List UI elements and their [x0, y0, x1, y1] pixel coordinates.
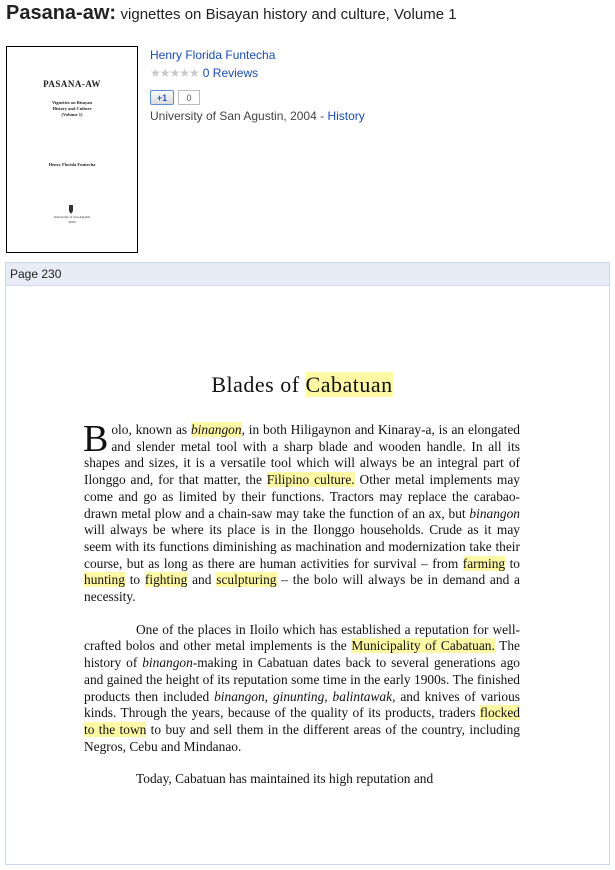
cover-publisher-name: University of San Agustin: [53, 215, 91, 219]
cover-subtitle-line: (Volume 1): [61, 112, 83, 117]
text-run: The history of: [84, 638, 520, 671]
text-run: olo, known as: [111, 422, 191, 437]
plusone-count: 0: [178, 90, 200, 105]
text-run: to: [505, 555, 520, 571]
publisher-separator: -: [316, 109, 328, 123]
text-run: will always be where its place is in the Ilonggo households. Crude as it may seem with its functions diminishing as machination and modernization take their course, but as long as there are human activities for survival – from: [84, 522, 520, 571]
search-highlight: Filipino culture.: [266, 472, 355, 488]
text-run: – the bolo will always be in demand and a necessity.: [84, 572, 520, 605]
search-highlight: flocked to the town: [84, 705, 520, 737]
paragraph: [84, 622, 520, 756]
cover-title: PASANA-AW: [43, 79, 101, 89]
chapter-title-text: Blades of: [211, 372, 306, 397]
cover-subtitle-line: History and Culture: [52, 106, 92, 111]
cover-subtitle: [7, 100, 137, 118]
publisher-text: University of San Agustin, 2004: [150, 109, 317, 123]
publisher-line: [150, 109, 365, 123]
cover-author: Henry Florida Funtecha: [48, 162, 96, 167]
search-highlight: hunting: [84, 572, 125, 588]
chapter-title: [84, 372, 520, 397]
drop-cap: B: [83, 418, 109, 460]
search-highlight: Cabatuan: [305, 372, 393, 397]
text-run: and knives of various kinds. Through the years, because of the quality of its products, traders: [84, 688, 521, 721]
italic-run: binangon: [142, 655, 193, 671]
reviews-link[interactable]: 0 Reviews: [202, 66, 259, 80]
page-number: Page 230: [10, 267, 62, 281]
paragraph: [83, 418, 520, 606]
book-subtitle: vignettes on Bisayan history and culture, Volume 1: [120, 6, 457, 23]
page-viewer[interactable]: [5, 262, 610, 865]
star-rating-icon: ★★★★★: [150, 66, 199, 80]
text-run: Today, Cabatuan has maintained its high reputation and: [136, 771, 434, 787]
plusone-widget: [150, 90, 200, 105]
text-run: to: [124, 572, 145, 588]
text-run: , in both Hiligaynon and Kinaray-a, is an elongated and slender metal tool with a sharp blade and wooden handle. In all its shapes and sizes, it is a versatile tool which will always be an integral part of Ilonggo and, for that matter, the: [84, 422, 520, 488]
search-highlight: Municipality of Cabatuan.: [351, 638, 495, 654]
cover-subtitle-line: Vignettes on Bisayan: [51, 100, 93, 105]
search-highlight: fighting: [144, 572, 188, 588]
page-number-bar: [6, 263, 609, 286]
text-run: Other metal implements may come and go as limited by their functions. Tractors may replace the carabao-drawn metal plow and a chain-saw may take the function of an ax, but: [84, 472, 520, 521]
author-link[interactable]: Henry Florida Funtecha: [150, 48, 276, 62]
text-run: One of the places in Iloilo which has established a reputation for well-crafted bolos and other metal implements is the: [84, 621, 520, 654]
category-link[interactable]: History: [327, 109, 365, 123]
text-run: and: [187, 572, 217, 588]
book-cover[interactable]: [6, 46, 138, 253]
text-run: to buy and sell them in the different areas of the country, including Negros, Cebu and Mindanao.: [84, 721, 520, 754]
cover-publisher: [7, 215, 137, 225]
search-highlight: sculpturing: [216, 572, 277, 588]
publisher-seal-icon: [68, 205, 74, 214]
italic-run: binangon: [469, 505, 520, 521]
plusone-button[interactable]: +1: [150, 90, 174, 105]
book-header: [6, 2, 457, 25]
book-title: Pasana-aw:: [6, 2, 117, 24]
paragraph: [84, 771, 520, 788]
page-body: [83, 418, 521, 801]
italic-run: binangon, ginunting, balintawak,: [214, 688, 396, 704]
search-highlight: binangon: [190, 422, 242, 437]
cover-publisher-year: 2004: [68, 220, 76, 224]
search-highlight: farming: [462, 555, 506, 571]
book-meta: [150, 48, 275, 80]
text-run: -making in Cabatuan dates back to several generations ago and gained the height of its reputation some time in the early 1900s. The finished products then included: [84, 655, 520, 704]
